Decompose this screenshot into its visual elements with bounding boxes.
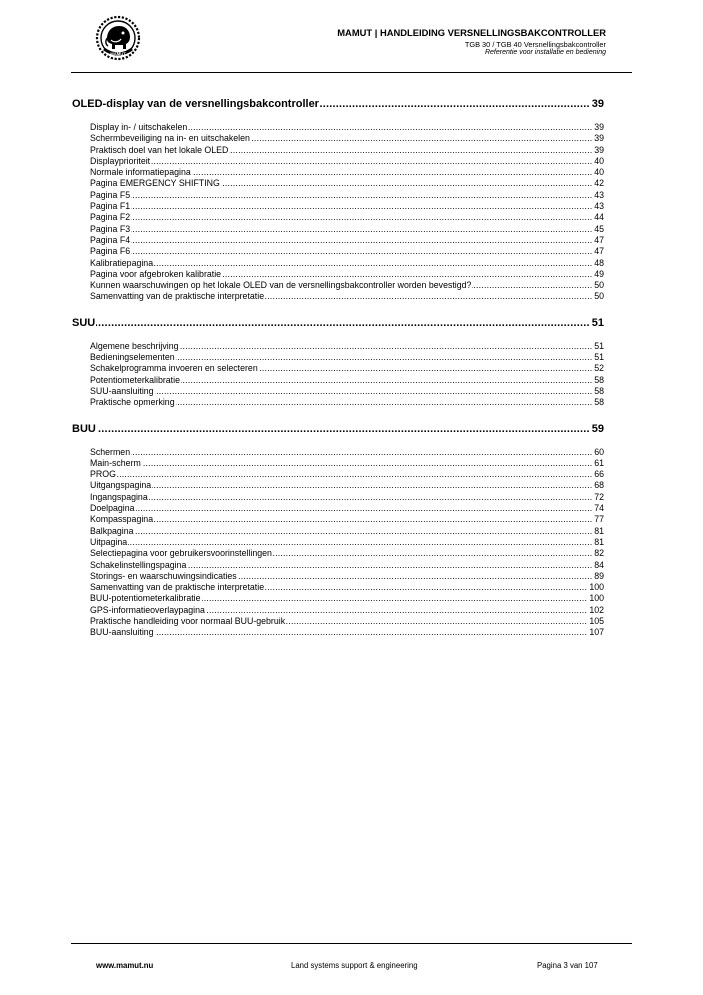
toc-entry[interactable]: [90, 447, 604, 458]
toc-entry[interactable]: [90, 605, 604, 616]
toc-entry-page: 100: [589, 593, 604, 604]
toc-entry-title: Samenvatting van de praktische interpretatie: [90, 291, 265, 302]
toc-entry-page: 58: [594, 385, 604, 396]
toc-entry-title: Normale informatiepagina: [90, 167, 191, 178]
toc-entry-title: SUU-aansluiting: [90, 385, 154, 396]
toc-entry-page: 81: [594, 525, 604, 536]
toc-entry[interactable]: [90, 375, 604, 386]
toc-entry-title: Schermen: [90, 446, 131, 457]
toc-entry[interactable]: [90, 212, 604, 223]
toc-entry-title: BUU-potentiometerkalibratie: [90, 593, 201, 604]
toc-entry[interactable]: [90, 178, 604, 189]
toc-entry[interactable]: [90, 145, 604, 156]
header-rule: [71, 72, 632, 73]
toc-entry[interactable]: [90, 352, 604, 363]
toc-entry-title: Bedieningselementen: [90, 352, 175, 363]
toc-section-page: 51: [591, 316, 604, 329]
toc-entry[interactable]: [90, 571, 604, 582]
toc-entry[interactable]: [90, 291, 604, 302]
toc-entry-title: Storings- en waarschuwingsindicaties: [90, 570, 237, 581]
toc-entry-title: Pagina F1: [90, 201, 131, 212]
toc-entry-title: Pagina F4: [90, 234, 131, 245]
toc-entry-title: Schakelinstellingspagina: [90, 559, 187, 570]
toc-entry-title: Pagina F2: [90, 212, 131, 223]
toc-entry-title: Ingangspagina: [90, 491, 148, 502]
toc-entry-title: Schakelprogramma invoeren en selecteren: [90, 363, 258, 374]
footer-page-number: Pagina 3 van 107: [537, 961, 598, 970]
toc-entry-page: 39: [594, 122, 604, 132]
toc-entry-page: 40: [594, 155, 604, 166]
toc-entry[interactable]: [90, 469, 604, 480]
toc-entry-page: 44: [594, 212, 604, 223]
toc-entry-page: 40: [594, 167, 604, 178]
toc-entry-page: 43: [594, 189, 604, 200]
toc-entry[interactable]: [90, 514, 604, 525]
toc-subsection-list: [72, 341, 604, 409]
toc-entry-page: 58: [594, 397, 604, 408]
toc-entry[interactable]: [90, 280, 604, 291]
toc-entry-title: Display in- / uitschakelen: [90, 122, 188, 132]
toc-entry-page: 66: [594, 469, 604, 480]
toc-entry-title: Displayprioriteit: [90, 155, 151, 166]
toc-entry[interactable]: [90, 582, 604, 593]
toc-entry-page: 107: [589, 627, 604, 638]
toc-entry[interactable]: [90, 201, 604, 212]
toc-section-title: SUU: [72, 316, 96, 329]
toc-section-page: 39: [591, 98, 604, 110]
toc-section-title: BUU: [72, 422, 96, 435]
toc-entry-page: 47: [594, 246, 604, 257]
toc-entry-title: Potentiometerkalibratie: [90, 374, 180, 385]
toc-entry-title: BUU-aansluiting: [90, 627, 154, 638]
toc-entry-page: 68: [594, 480, 604, 491]
toc-entry-title: Pagina F3: [90, 223, 131, 234]
toc-entry[interactable]: [90, 386, 604, 397]
toc-section-page: 59: [591, 422, 604, 435]
toc-entry-title: Praktisch doel van het lokale OLED: [90, 144, 229, 155]
toc-entry-page: 50: [594, 291, 604, 302]
toc-entry-title: Kunnen waarschuwingen op het lokale OLED van de versnellingsbakcontroller worden bevestigd?: [90, 280, 472, 291]
header-subtitle-italic: Referentie voor installatie en bediening: [484, 49, 606, 56]
toc-subsection-list: [72, 447, 604, 639]
toc-entry-page: 102: [589, 604, 604, 615]
toc-entry[interactable]: [90, 492, 604, 503]
toc-entry-page: 51: [594, 340, 604, 351]
toc-entry[interactable]: [90, 480, 604, 491]
toc-section[interactable]: [72, 97, 604, 111]
toc-section-title: OLED-display van de versnellingsbakcontroller: [72, 98, 319, 110]
toc-entry[interactable]: [90, 548, 604, 559]
toc-entry-page: 61: [594, 457, 604, 468]
toc-entry-title: Kompasspagina: [90, 514, 154, 525]
toc-entry-page: 89: [594, 570, 604, 581]
svg-text:MAMUT: MAMUT: [110, 51, 126, 57]
toc-entry[interactable]: [90, 560, 604, 571]
toc-entry[interactable]: [90, 537, 604, 548]
toc-entry-title: Uitpagina: [90, 536, 128, 547]
toc-entry[interactable]: [90, 258, 604, 269]
toc-entry-page: 72: [594, 491, 604, 502]
toc-entry-title: Schermbeveiliging na in- en uitschakelen: [90, 133, 250, 144]
toc-entry-page: 39: [594, 133, 604, 144]
footer-tagline: Land systems support & engineering: [291, 961, 418, 970]
toc-entry-title: Praktische opmerking: [90, 397, 175, 408]
toc-entry-page: 60: [594, 446, 604, 457]
toc-entry-page: 105: [589, 615, 604, 626]
header-subtitle: TGB 30 / TGB 40 Versnellingsbakcontroller: [464, 40, 606, 49]
toc-entry-title: Praktische handleiding voor normaal BUU-gebruik: [90, 615, 286, 626]
toc-entry-page: 82: [594, 548, 604, 559]
toc-entry-title: GPS-informatieoverlaypagina: [90, 604, 205, 615]
toc-entry-title: Pagina EMERGENCY SHIFTING: [90, 178, 220, 189]
toc-entry-title: Pagina F6: [90, 246, 131, 257]
toc-section[interactable]: [72, 422, 604, 436]
toc-entry-page: 52: [594, 363, 604, 374]
toc-entry[interactable]: [90, 526, 604, 537]
toc-entry[interactable]: [90, 397, 604, 408]
toc-entry[interactable]: [90, 122, 604, 133]
toc-subsection-list: [72, 122, 604, 303]
toc-entry[interactable]: [90, 156, 604, 167]
toc-entry-page: 39: [594, 144, 604, 155]
toc-entry-title: Doelpagina: [90, 503, 135, 514]
footer-website: www.mamut.nu: [96, 961, 154, 970]
toc-entry[interactable]: [90, 458, 604, 469]
toc-entry-title: Samenvatting van de praktische interpretatie: [90, 582, 265, 593]
toc-entry-title: Balkpagina: [90, 525, 134, 536]
toc-entry-page: 58: [594, 374, 604, 385]
toc-entry[interactable]: [90, 341, 604, 352]
toc-entry-page: 48: [594, 257, 604, 268]
header-title: MAMUT | HANDLEIDING VERSNELLINGSBAKCONTROLLER: [337, 27, 606, 38]
toc-entry[interactable]: [90, 224, 604, 235]
toc-section[interactable]: [72, 316, 604, 330]
toc-entry-page: 45: [594, 223, 604, 234]
mamut-logo-icon: [95, 15, 141, 61]
toc-entry[interactable]: [90, 190, 604, 201]
toc-entry-title: Uitgangspagina: [90, 480, 152, 491]
toc-entry-title: PROG: [90, 469, 116, 480]
toc-entry[interactable]: [90, 616, 604, 627]
toc-entry-title: Pagina F5: [90, 189, 131, 200]
toc-entry[interactable]: [90, 235, 604, 246]
toc-entry[interactable]: [90, 593, 604, 604]
toc-entry[interactable]: [90, 363, 604, 374]
toc-entry-page: 74: [594, 503, 604, 514]
toc-entry-title: Main-scherm: [90, 457, 141, 468]
toc-entry[interactable]: [90, 503, 604, 514]
toc-entry[interactable]: [90, 627, 604, 638]
toc-entry-page: 49: [594, 268, 604, 279]
toc-entry[interactable]: [90, 246, 604, 257]
toc-entry-page: 47: [594, 234, 604, 245]
footer-rule: [71, 943, 632, 944]
toc-entry-page: 84: [594, 559, 604, 570]
toc-entry-page: 81: [594, 536, 604, 547]
toc-entry-page: 77: [594, 514, 604, 525]
toc-entry-page: 43: [594, 201, 604, 212]
toc-entry[interactable]: [90, 133, 604, 144]
toc-entry[interactable]: [90, 167, 604, 178]
toc-entry-page: 42: [594, 178, 604, 189]
toc-entry-title: Selectiepagina voor gebruikersvoorinstellingen: [90, 548, 272, 559]
table-of-contents: [72, 97, 604, 639]
toc-entry-page: 51: [594, 352, 604, 363]
toc-entry-page: 50: [594, 280, 604, 291]
toc-entry[interactable]: [90, 269, 604, 280]
toc-entry-title: Kalibratiepagina: [90, 257, 154, 268]
toc-entry-title: Pagina voor afgebroken kalibratie: [90, 268, 222, 279]
toc-entry-title: Algemene beschrijving: [90, 340, 179, 351]
toc-entry-page: 100: [589, 582, 604, 593]
